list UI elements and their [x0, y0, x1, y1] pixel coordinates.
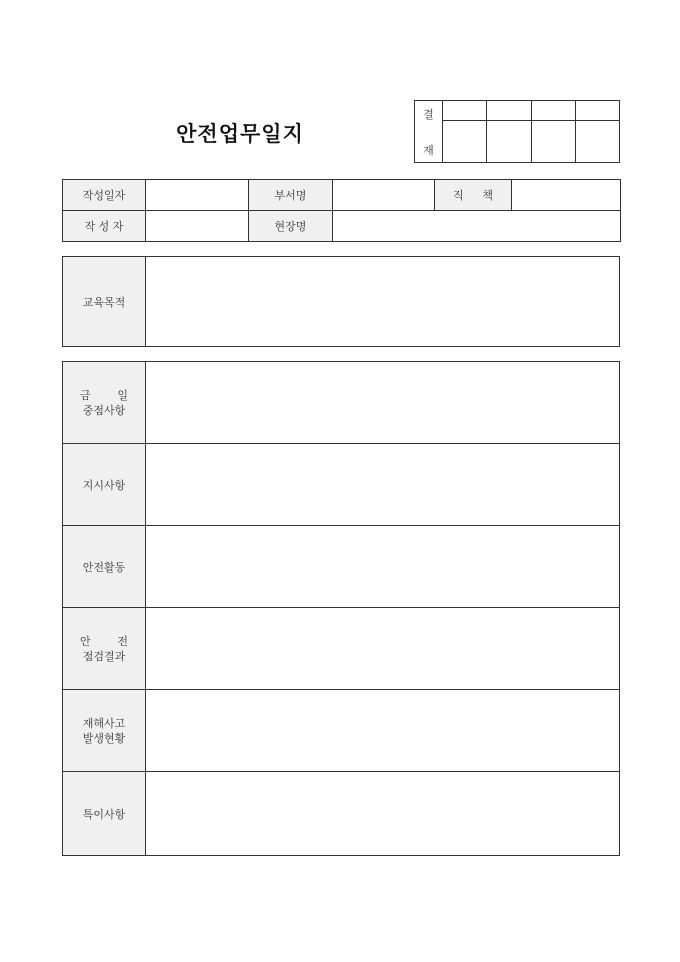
approval-sign-cell-4[interactable]: [575, 121, 619, 163]
accident-label-line1: 재해사고: [82, 716, 126, 730]
dept-field[interactable]: [333, 180, 435, 211]
accident-label-line2: 발생현황: [82, 731, 126, 745]
edu-purpose-label: 교육목적: [63, 257, 146, 347]
site-field[interactable]: [333, 211, 621, 242]
write-date-label: 작성일자: [63, 180, 146, 211]
page-title: 안전업무일지: [176, 122, 304, 146]
writer-field[interactable]: [146, 211, 249, 242]
approval-title-cell-3: [531, 101, 575, 121]
approval-title-cell-4: [575, 101, 619, 121]
approval-box: [414, 100, 620, 163]
instructions-field[interactable]: [146, 444, 620, 526]
inspection-label-line1: 안 전: [80, 634, 128, 648]
position-label: 직 책: [435, 180, 512, 211]
writer-label: 작 성 자: [63, 211, 146, 242]
today-focus-label-line1: 금 일: [80, 388, 128, 402]
dept-label: 부서명: [249, 180, 333, 211]
inspection-label: [63, 608, 146, 690]
site-label: 현장명: [249, 211, 333, 242]
approval-title-cell-1: [443, 101, 487, 121]
inspection-field[interactable]: [146, 608, 620, 690]
edu-purpose-table: [62, 256, 620, 347]
header-info-table: [62, 179, 621, 242]
position-field[interactable]: [512, 180, 621, 211]
today-focus-label: [63, 362, 146, 444]
approval-sign-cell-1[interactable]: [443, 121, 487, 163]
remarks-label: 특이사항: [63, 772, 146, 856]
today-focus-field[interactable]: [146, 362, 620, 444]
accident-field[interactable]: [146, 690, 620, 772]
approval-sign-cell-3[interactable]: [531, 121, 575, 163]
accident-label: [63, 690, 146, 772]
main-sections-table: [62, 361, 620, 856]
approval-label-bottom: 재: [423, 143, 434, 157]
inspection-label-line2: 점검결과: [82, 649, 126, 663]
instructions-label: 지시사항: [63, 444, 146, 526]
remarks-field[interactable]: [146, 772, 620, 856]
safety-activity-label: 안전활동: [63, 526, 146, 608]
approval-label: [415, 101, 443, 163]
approval-sign-cell-2[interactable]: [487, 121, 531, 163]
write-date-field[interactable]: [146, 180, 249, 211]
today-focus-label-line2: 중점사항: [82, 403, 126, 417]
approval-label-top: 결: [423, 107, 434, 121]
approval-title-cell-2: [487, 101, 531, 121]
safety-activity-field[interactable]: [146, 526, 620, 608]
edu-purpose-field[interactable]: [146, 257, 620, 347]
